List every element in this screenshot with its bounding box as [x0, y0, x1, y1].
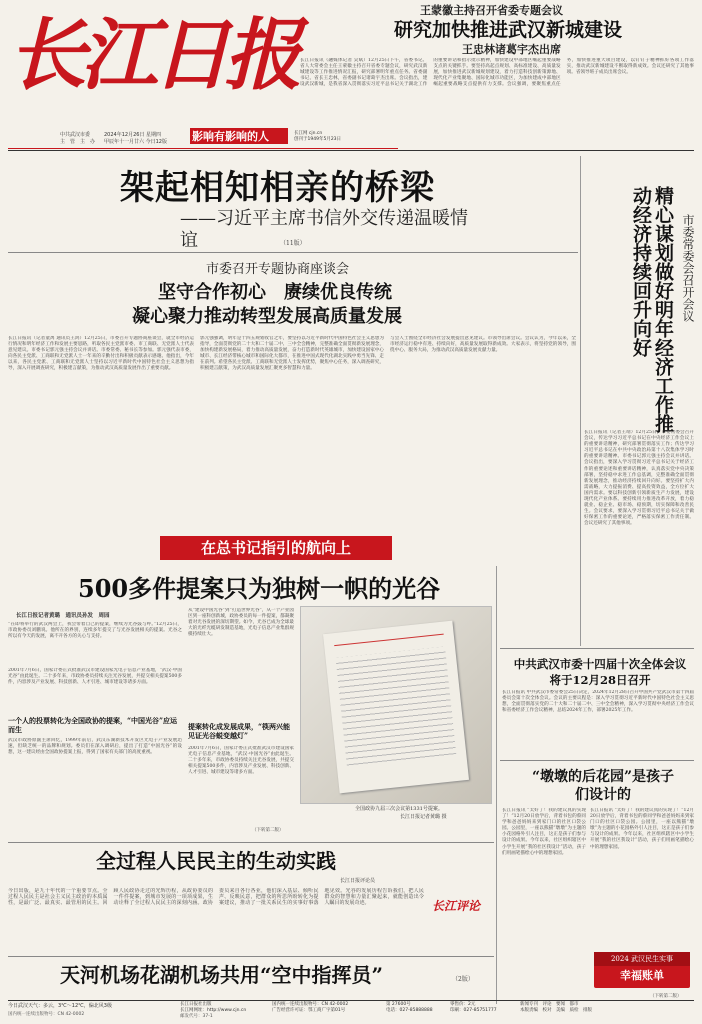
top-story-subline: 王忠林诸葛宇杰出席	[462, 43, 561, 56]
footer-col3-line1: 第 27600号	[386, 1002, 411, 1007]
footer-col2-line1: 国内统一连续出版物号：CN 42-0002	[272, 1002, 349, 1007]
top-story-kicker: 王蒙徽主持召开省委专题会议	[420, 4, 563, 17]
meeting-body-3: 与会人士围绕全市经济社会发展提出意见建议。市领导出席会议。会议认为，今年以来，全市经济运行稳中有进、持续向好，高质量发展取得新成效。大家表示，将坚持党的领导，围绕中心、服务大局，为推动武汉高质量发展贡献力量。	[390, 336, 576, 354]
column-badge	[594, 952, 690, 988]
footer-links	[520, 1002, 694, 1014]
lead-headline: 架起相知相亲的桥梁	[120, 168, 435, 208]
footer-col-4	[450, 1002, 510, 1014]
proposal-byline: 长江日报记者黄璐 通讯员孙发 周园	[16, 613, 110, 619]
column-continued: （下转第二版）	[650, 994, 682, 999]
proposal-continued: （下转第二版）	[252, 828, 284, 833]
bottom-headline: 天河机场花湖机场共用“空中指挥员”	[60, 963, 384, 987]
footer-cn: 国内统一连续出版物号：CN 42-0002	[8, 1012, 85, 1017]
founded-line: 创刊于1949年5月23日	[294, 137, 342, 142]
section-banner: 在总书记指引的航向上	[200, 539, 351, 557]
standing-kicker: 市委常委会召开会议	[681, 214, 695, 322]
photo-caption-2: 长江日报记者黄璐 摄	[400, 814, 447, 820]
standing-body-text: 长江日报讯（记者王靖）12月25日，市委常委会召开会议，传达学习习近平总书记在中央经济工作会议上的重要讲话精神，研究部署贯彻落实工作；传达学习习近平总书记在中共中央政治局第十八次集体学习时的重要讲话精神。市委书记郭元强主持会议并讲话。会议指出，要深入学习贯彻习近平总书记关于经济工作的重要论述和重要讲话精神，认真落实党中央决策部署，坚持稳中求进工作总基调，完整准确全面贯彻新发展理念，推动经济持续回升向好。要坚持扩大内需战略，大力提振消费、提高投资效益，全方位扩大国内需求。要以科技创新引领新质生产力发展，建设现代化产业体系。要持续用力推进改革开放，着力稳就业、稳企业、稳市场、稳预期，切实保障和改善民生。会议要求，要深入学习贯彻习近平总书记关于做好保密工作的重要论述，严格落实保密工作责任制。会议还研究了其他事项。	[584, 430, 694, 527]
footer-col1-line1: 长江日报社出版	[180, 1002, 212, 1007]
meeting-body-2: 郭元强强调，明年是十四五规划收官之年，要坚持以习近平新时代中国特色社会主义思想为指导，全面贯彻党的二十大和二十届二中、三中全会精神，完整准确全面贯彻新发展理念，加快构建新发展格局，着力推动高质量发展，奋力打造新时代英雄城市，加快建设国家中心城市、长江经济带核心城市和国际化大都市，在推进中国式现代化湖北实践中勇当先锋、走在前列。希望各民主党派、工商联和无党派人士发挥优势，聚焦中心任务，深入调查研究，积极建言献策，为武汉高质量发展汇聚更多智慧和力量。	[200, 336, 384, 372]
footer-col4-line2: 印刷：027-85751777	[450, 1008, 497, 1013]
lead-ref: （11版）	[280, 240, 306, 247]
footer-col3-line2: 电话：027-85888888	[386, 1008, 433, 1013]
sponsor-line-2: 主 管 主 办	[60, 139, 96, 145]
proposal-body-1: “在即将举行的武汉两会上，我会带着自己的提案，继续为光谷鼓与呼。”12月25日，市政协委员刘鹏说。他所在的界别，连续多年提交了与光谷发展相关的提案。光谷之所以有今天的发展，离不开各方的关心与支持。	[8, 622, 182, 640]
column-body-right	[590, 808, 694, 948]
meeting-kicker: 市委召开专题协商座谈会	[206, 262, 350, 277]
standing-headline: 精心谋划做好明年经济工作推动经济持续回升向好	[630, 186, 674, 433]
proposal-body-4: 从“建设中国光谷”到“打造世界光谷”，从一个产业园区到一座科创新城，政协委员的每一件提案，都凝聚着对光谷发展的深切期望。如今，光谷已成为全球最大的光纤光缆研发制造基地，光电子信息产业集群规模持续壮大。	[188, 608, 294, 638]
proposal-body-2: 2001年7月6日，国家计委正式批准武汉市建设国家光电子信息产业基地，“武汉·中国光谷”由此诞生。二十多年来，市政协委员持续关注光谷发展，共提交相关提案500多件，内容涉及产业发展、科技创新、人才引进、城市建设等诸多方面。	[8, 668, 182, 686]
footer-col1-line2: 长江网网址：http://www.cjn.cn	[180, 1008, 247, 1013]
masthead-logo	[8, 6, 297, 106]
people-body: 今日出版，是九十年代的一个重要节点。全过程人民民主是社会主义民主政治的本质属性，是最广泛、最真实、最管用的民主。回顾人民政协走过的光辉历程，从政协委员的一件件提案，到城市发展的一项项成果，生动诠释了全过程人民民主的深刻内涵。政协委员来自各行各业，他们深入基层、倾听民声、反映民意，把群众的所思所盼转化为提案建议，推动了一批关系民生的实事好事落地见效。光谷的发展历程告诉我们，把人民群众的智慧和力量汇聚起来，就能创造出令人瞩目的发展奇迹。	[8, 888, 424, 907]
footer-weather: 今日武汉天气：多云，3℃～12℃，偏北风3级	[8, 1003, 112, 1009]
municipal-body: 长江日报讯 中共武汉市委常委会25日决定，2024年12月28日召开中国共产党武汉市第十四届委员会第十次全体会议。会议的主要议程是：深入学习贯彻习近平新时代中国特色社会主义思想，全面贯彻落实党的二十大和二十届二中、三中全会精神，深入学习贯彻中央经济工作会议和省委经济工作会议精神，总结2024年工作，部署2025年工作。	[502, 690, 694, 714]
footer-col4-line1: 零售价：2元	[450, 1002, 476, 1007]
top-story-headline: 研究加快推进武汉新城建设	[394, 19, 623, 41]
masthead-logo-text: 长江日报	[8, 10, 297, 101]
standing-body-lower	[584, 430, 694, 648]
column-headline: “墩墩的后花园”是孩子们设计的	[531, 769, 675, 803]
badge-line-1: 2024 武汉民生实事	[594, 952, 690, 966]
lead-subline: ——习近平主席书信外交传递温暖情谊	[180, 208, 468, 251]
footer-links-line2: 本版责编 校对 美编 质检 排版	[520, 1008, 592, 1013]
meeting-body-1: 长江日报讯（记者童禹 通讯员王鸿）12月25日，市委召开专题协商座谈会，就全市经济运行情况和明年经济工作和发展主要思路，听取各民主党派市委、市工商联、无党派人士代表意见建议。市委书记郭元强主持会议并讲话。市委常委、秘书长等参加。郭元强代表市委，向各民主党派、工商联和无党派人士一年来的辛勤付出和积极贡献表示感谢。他指出，今年以来，各民主党派、工商联和无党派人士坚持以习近平新时代中国特色社会主义思想为指导，深入开展调查研究，积极建言献策，为推动武汉高质量发展作出了重要贡献。	[8, 336, 194, 372]
proposal-body-3: 武汉市政协原副主席回忆，1999年前后，武汉东湖新技术开发区光电子产业发展迅速，但缺乏统一的品牌和规划。委员们在深入调研后，提出了打造“中国光谷”的设想，这一建议经由全国政协提案上报，得到了国家有关部门的高度重视。	[8, 738, 182, 756]
footer-col-1	[180, 1002, 270, 1014]
top-story-body: 长江日报讯（融媒体记者 吴斌）12月25日下午，省委书记、省人大常委会主任王蒙徽主持召开省委专题会议，研究武汉新城建设等工作推进情况汇报，研究部署明年重点任务。省委副书记、省长王忠林，省委副书记诸葛宇杰出席。会议指出，建设武汉新城，是我省深入贯彻落实习近平总书记关于湖北工作的重要讲话和指示批示精神，加快建设中部地区崛起重要战略支点的关键抓手。要坚持高起点规划、高标准建设、高质量发展，加快推进武汉新城规划建设，着力打造科技创新策源地、现代化产业集聚地、国际化城市功能区，为加快建成中部地区崛起重要战略支点提供有力支撑。会议强调，要聚焦重点任务，加快推进重大项目建设，以钉钉子精神抓好各项工作落实，推动武汉新城建设不断取得新成效。会议还研究了其他事项。省领导班子成员出席会议。	[300, 58, 694, 88]
footer-col2-line2: 广告经营许可证：鄂工商广字第01号	[272, 1008, 346, 1013]
footer-col-2	[272, 1002, 382, 1014]
proposal-headline: 500多件提案只为独树一帜的光谷	[78, 574, 441, 603]
proposal-body-5	[188, 746, 294, 824]
web-line: 长江网 cjn.cn	[294, 131, 323, 136]
people-seal: 长江评论	[432, 899, 481, 913]
footer-paper-code: 邮发代号：37-1	[180, 1014, 213, 1019]
issue-line: 甲辰年十一月廿六 今日12版	[104, 139, 167, 145]
municipal-headline: 中共武汉市委十四届十次全体会议将于12月28日召开	[513, 657, 687, 687]
photo-caption-1: 全国政协九届三次会议第1331号提案。	[355, 806, 443, 812]
column-body-right-text: 长江日报讯 “太好了！我的建议真的实现了！”12月20日放学后，背着书包的蔡同学和爸爸妈妈来到家门口的社区口袋公园。公园里，一座以熊猫“墩墩”为主题的小花园格外引人注目，这正是孩子们参与设计的成果。今年以来，社区组织辖区中小学生开展“我的社区我设计”活动，孩子们用画笔描绘心中的理想家园。	[590, 808, 694, 850]
column-body: 长江日报讯 “太好了！我的建议真的实现了！”12月20日放学后，背着书包的蔡同学和爸爸妈妈来到家门口的社区口袋公园。公园里，一座以熊猫“墩墩”为主题的小花园格外引人注目，这正是孩子们参与设计的成果。今年以来，社区组织辖区中小学生开展“我的社区我设计”活动，孩子们用画笔描绘心中的理想家园。	[502, 808, 586, 856]
meeting-headline-2: 凝心聚力推动转型发展高质量发展	[132, 306, 402, 327]
meeting-headline-1: 坚守合作初心 赓续优良传统	[158, 282, 392, 303]
people-headline: 全过程人民民主的生动实践	[96, 849, 336, 873]
masthead-date	[104, 132, 196, 146]
footer-links-line1: 新闻专刊 评论 要闻 都市	[520, 1002, 579, 1007]
proposal-subhead-1: 一个人的投票转化为全国政协的提案，“中国光谷”应运而生	[8, 716, 178, 734]
sponsor-line-1: 中共武汉市委	[60, 132, 91, 138]
date-line: 2024年12月26日 星期四	[104, 132, 162, 138]
proposal-body-5-text: 2001年7月6日，国家计委正式批准武汉市建设国家光电子信息产业基地，“武汉·中国光谷”由此诞生。二十多年来，市政协委员持续关注光谷发展，共提交相关提案500多件，内容涉及产业发展、科技创新、人才引进、城市建设等诸多方面。	[188, 746, 294, 776]
proposal-photo	[300, 606, 492, 804]
proposal-subhead-2: 提案转化成发展成果，“筷两兴能见证光谷蜕变越灯”	[188, 722, 291, 740]
motto: 影响有影响的人	[192, 130, 269, 143]
bottom-ref: （2版）	[452, 976, 474, 983]
badge-line-2: 幸福账单	[620, 969, 664, 982]
footer-col-3	[386, 1002, 446, 1014]
proposal-photo-doc	[323, 621, 469, 794]
people-byline: 长江日报评论员	[340, 878, 376, 884]
masthead-sponsor	[60, 132, 110, 146]
